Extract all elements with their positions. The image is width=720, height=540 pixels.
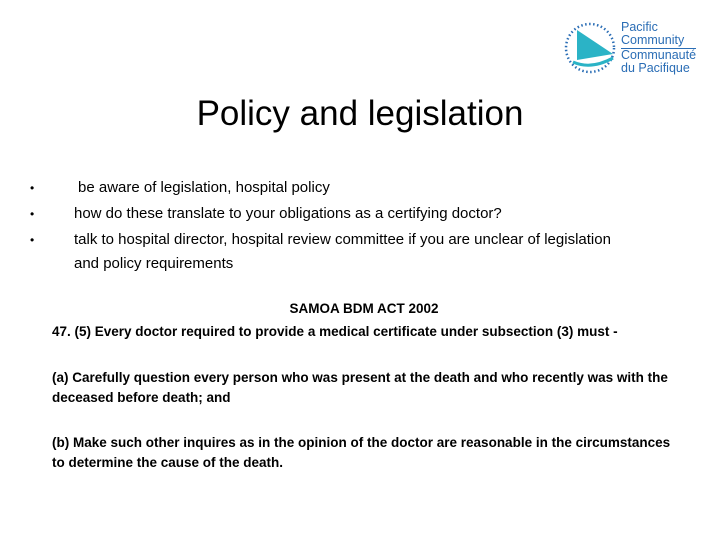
logo-line: Pacific — [621, 20, 658, 34]
bullet-icon: • — [30, 233, 35, 247]
act-clause-a: (a) Carefully question every person who was present at the death and who recently was with the deceased before death; and — [52, 370, 668, 405]
logo-line: Community — [621, 34, 696, 49]
bullet-text: be aware of legislation, hospital policy — [78, 179, 330, 196]
logo — [563, 20, 618, 75]
bullet-icon: • — [30, 207, 35, 221]
act-clause-b: (b) Make such other inquires as in the opinion of the doctor are reasonable in the circumstances to determine the cause of the death. — [52, 435, 671, 470]
act-heading: SAMOA BDM ACT 2002 — [289, 301, 439, 316]
logo-text — [621, 21, 696, 75]
logo-line: Communauté — [621, 48, 697, 62]
act-section: 47. (5) Every doctor required to provide a medical certificate under subsection (3) must - — [52, 324, 618, 339]
slide-title: Policy and legislation — [196, 94, 524, 133]
bullet-text: how do these translate to your obligations as a certifying doctor? — [74, 205, 502, 222]
bullet-text: talk to hospital director, hospital review committee if you are unclear of legislation and policy requirements — [74, 231, 611, 272]
logo-emblem-icon — [563, 20, 618, 75]
logo-line: du Pacifique — [621, 61, 690, 75]
bullet-icon: • — [30, 181, 35, 195]
